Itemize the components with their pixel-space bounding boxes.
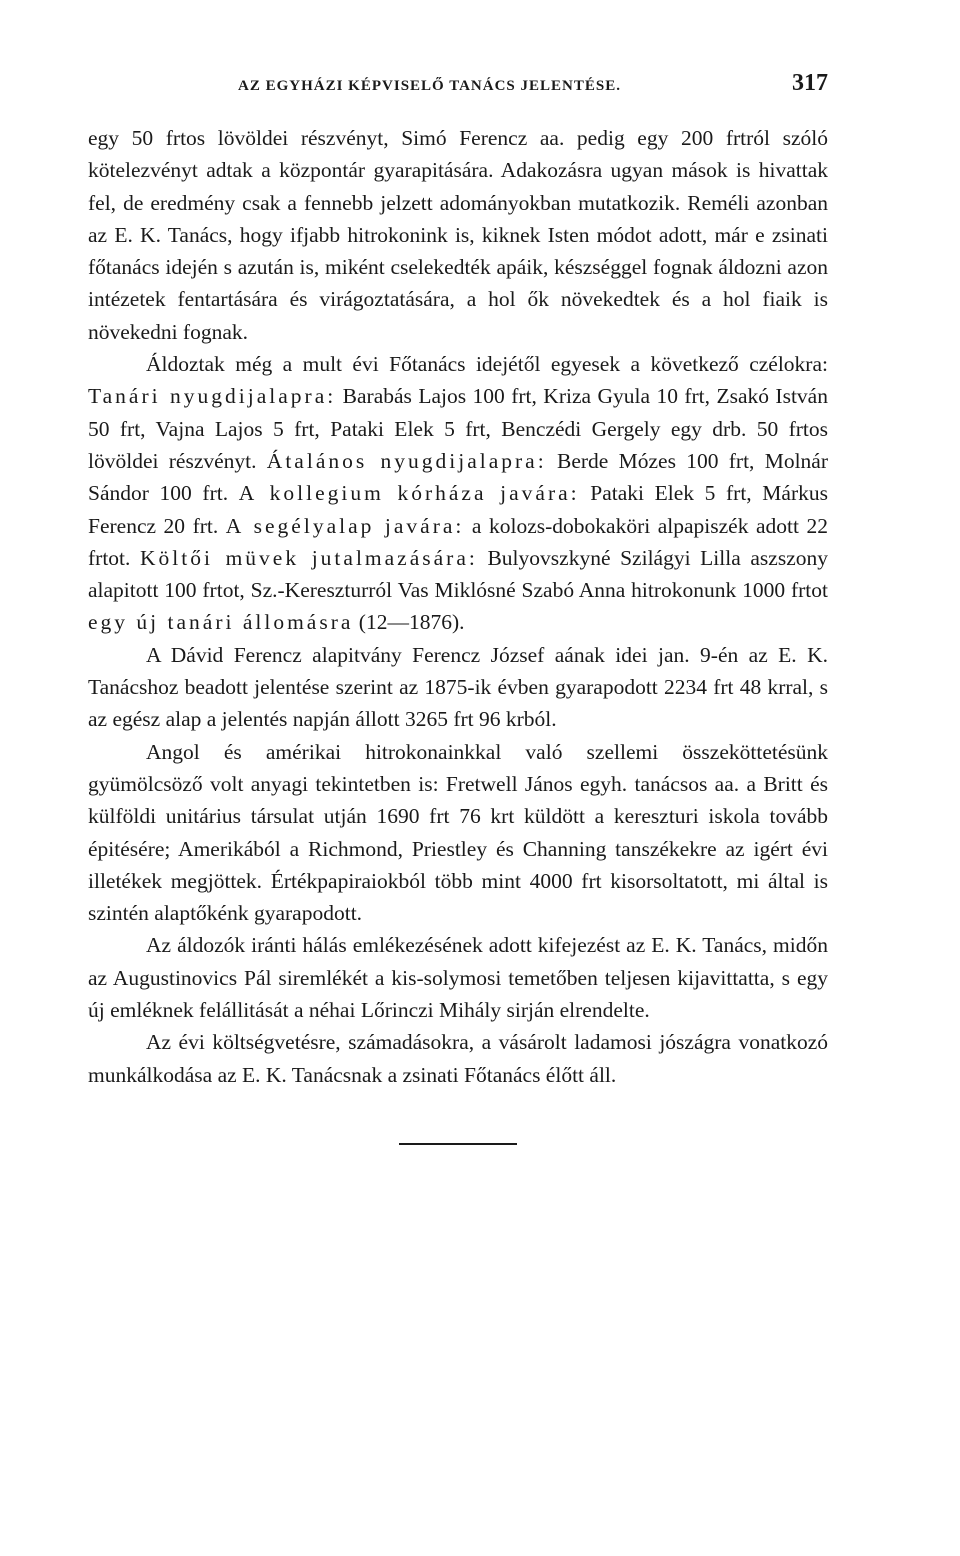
paragraph-2-text: Barabás Lajos 100 frt, Kriza Gyula 10 frt, Zsakó István 50 frt, Vajna Lajos 5 frt, Pataki Elek 5 frt, Benczédi Gergely egy drb. 50 frtos lövöldei részvényt. — [88, 384, 828, 473]
running-header — [88, 70, 828, 106]
paragraph-1: egy 50 frtos lövöldei részvényt, Simó Ferencz aa. pedig egy 200 frtról szóló kötelezvényt adtak a központár gyarapitására. Adakozásra ugyan mások is hivattak fel, de eredmény csak a fennebb jelzett adományokban mutatkozik. Reméli azonban az E. K. Tanács, hogy ifjabb hitrokonink is, kiknek Isten módot adott, már e zsinati főtanács idején s azután is, miként cselekedték apáik, készséggel fognak áldozni azon intézetek fentartására és virágoztatására, a hol ők növekedtek és a hol fiaik is növekedni fognak. — [88, 126, 828, 344]
paragraph-6: Az évi költségvetésre, számadásokra, a vásárolt ladamosi jószágra vonatkozó munkálkodása az E. K. Tanácsnak a zsinati Főtanács élőtt áll. — [88, 1030, 828, 1087]
fund-heading-poetry-prize: Költői müvek jutalmazására: — [140, 545, 478, 570]
paragraph-2-text: a kolozs-dobokaköri alpapiszék adott 22 frtot. — [88, 513, 828, 570]
paragraph-3: A Dávid Ferencz alapitvány Ferencz József aának idei jan. 9-én az E. K. Tanácshoz beadott jelentése szerint az 1875-ik évben gyarapodott 2234 frt 48 krral, s az egész alap a jelentés napján állott 3265 frt 96 krból. — [88, 642, 828, 732]
paragraph-2 — [88, 348, 828, 639]
fund-heading-new-teacher-post: egy új tanári állomásra — [88, 610, 354, 635]
paragraph-5: Az áldozók iránti hálás emlékezésének adott kifejezést az E. K. Tanács, midőn az Augustinovics Pál siremlékét a kis-solymosi temetőben teljesen kijavittatta, s egy új emléknek felállitását a néhai Lőrinczi Mihály sirján elrendelte. — [88, 933, 828, 1023]
paragraph-2-text: (12—1876). — [353, 610, 465, 635]
fund-heading-college-hospital: A kollegium kórháza javára: — [238, 481, 580, 506]
section-end-rule — [399, 1143, 517, 1145]
fund-heading-aid-fund: A segélyalap javára: — [225, 513, 465, 538]
paragraph-2-text: Berde Mózes 100 frt, Molnár Sándor 100 frt. — [88, 448, 829, 506]
body-text — [88, 122, 828, 1091]
page-number: 317 — [792, 70, 828, 96]
paragraph-2-text: Bulyovszkyné Szilágyi Lilla aszszony alapitott 100 frtot, Sz.-Kereszturról Vas Miklósné Szabó Anna hitrokonunk 1000 frtot — [88, 545, 828, 603]
fund-heading-general-pension: Átalános nyugdijalapra: — [266, 448, 547, 473]
running-title: AZ EGYHÁZI KÉPVISELŐ TANÁCS JELENTÉSE. — [238, 78, 621, 94]
paragraph-2-text: Pataki Elek 5 frt, Márkus Ferencz 20 frt. — [88, 481, 828, 538]
fund-heading-teachers-pension: Tanári nyugdijalapra: — [88, 384, 337, 409]
paragraph-2-text: Áldoztak még a mult évi Főtanács idejétől egyesek a következő czélokra: — [146, 352, 828, 377]
paragraph-4: Angol és amérikai hitrokonainkkal való szellemi összeköttetésünk gyümölcsöző volt anyagi tekintetben is: Fretwell János egyh. tanácsos aa. a Britt és külföldi unitárius társulat utján 1690 frt 76 krt küldött a kereszturi iskola tovább épitésére; Amerikából a Richmond, Priestley és Channing tanszékekre az igért évi illetékek megjöttek. Értékpapiraiokból több mint 4000 frt kisorsoltatott, mi által is szintén alaptőkénk gyarapodott. — [88, 739, 828, 926]
document-page — [88, 70, 828, 1145]
